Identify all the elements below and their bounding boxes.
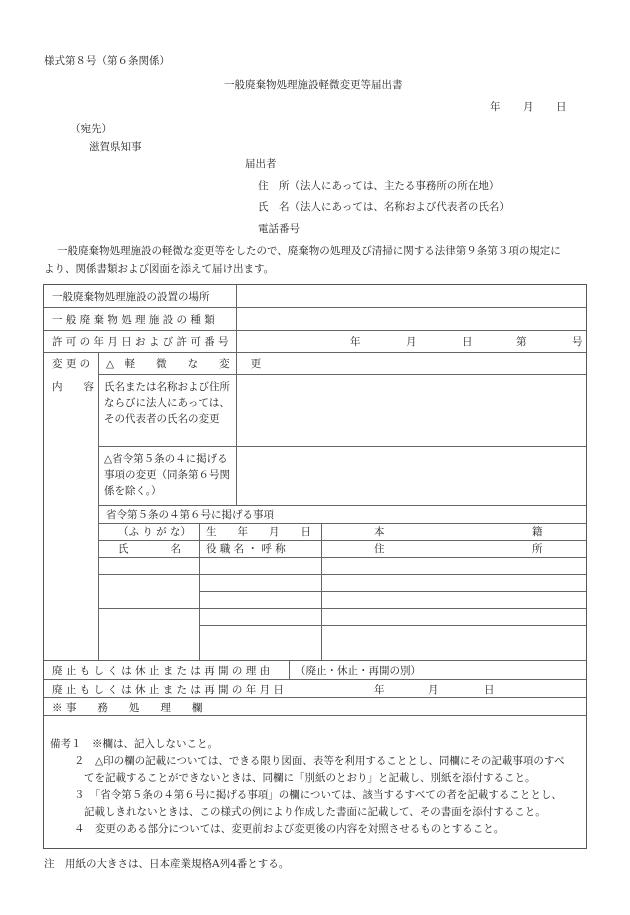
reason-value: （廃止・休止・再開の別） [295, 665, 421, 677]
form-table [43, 284, 587, 849]
ordinance-change-label: △省令第５条の４に掲げる事項の変更（同条第６号関係を除く。） [104, 453, 230, 497]
applicant-label: 届出者 [245, 158, 277, 170]
reason-label: 廃 止 も し く は 休 止 ま た は 再 開 の 理 由 [52, 665, 271, 677]
change-label-1: 変 更 の [52, 358, 91, 370]
addressee: 滋賀県知事 [89, 141, 142, 153]
note-3b: 記載しきれないときは、この様式の例により作成した書面に記載して、その書面を添付すること。 [84, 806, 546, 818]
name-field-label: 氏 名（法人にあっては、名称および代表者の氏名） [258, 201, 510, 213]
phone-field-label: 電話番号 [258, 223, 300, 235]
facility-type-label: 一 般 廃 棄 物 処 理 施 設 の 種 類 [52, 314, 215, 326]
change-label-2: 内 容 [52, 381, 94, 393]
location-label: 一般廃棄物処理施設の設置の場所 [52, 291, 210, 303]
paper-size-note: 注 用紙の大きさは、日本産業規格A列4番とする。 [44, 858, 290, 870]
date-year-label: 年 [490, 101, 501, 113]
stop-day: 日 [484, 684, 495, 696]
addressee-label: （宛先） [70, 123, 112, 135]
permit-date-label: 許 可 の 年 月 日 お よ び 許 可 番 号 [52, 336, 229, 348]
honseki-label-1: 本 [374, 526, 385, 538]
minor-change-label: △ 軽 微 な 変 更 [106, 358, 262, 370]
permit-no-suffix: 号 [572, 336, 583, 348]
permit-day: 日 [462, 336, 473, 348]
position-label: 役 職 名 ・ 呼 称 [206, 543, 286, 555]
stop-date-label: 廃 止 も し く は 休 止 ま た は 再 開 の 年 月 日 [52, 684, 284, 696]
birth-label: 生 年 月 日 [206, 526, 311, 538]
date-month-label: 月 [523, 101, 534, 113]
address-field-label: 住 所（法人にあっては、主たる事務所の所在地） [258, 180, 500, 192]
note-1: 備考１ ※欄は、記入しないこと。 [50, 738, 218, 750]
intro-line-2: より、関係書類および図面を添えて届け出ます。 [44, 263, 275, 275]
form-number: 様式第８号（第６条関係） [44, 55, 170, 67]
shimei-label: 氏 名 [118, 543, 181, 555]
stop-month: 月 [428, 684, 439, 696]
permit-month: 月 [406, 336, 417, 348]
intro-line-1: 一般廃棄物処理施設の軽微な変更等をしたので、廃棄物の処理及び清掃に関する法律第９条第３項の規定に [57, 245, 561, 257]
furigana-label: （ふ り が な） [118, 526, 192, 538]
stop-year: 年 [374, 684, 385, 696]
note-2a: ２ △印の欄の記載については、できる限り図面、表等を利用することとし、同欄にその記載事項のすべ [74, 755, 565, 767]
office-use-label: ※ 事 務 処 理 欄 [52, 702, 203, 714]
ordinance-item6-label: 省令第５条の４第６号に掲げる事項 [106, 509, 274, 521]
form-title: 一般廃棄物処理施設軽微変更等届出書 [224, 79, 403, 91]
note-4: ４ 変更のある部分については、変更前および変更後の内容を対照させるものとすること。 [74, 823, 505, 835]
date-day-label: 日 [556, 101, 567, 113]
jusho-label-2: 所 [532, 543, 543, 555]
permit-year: 年 [350, 336, 361, 348]
name-address-change-label: 氏名または名称および住所ならびに法人にあっては、その代表者の氏名の変更 [104, 381, 230, 425]
honseki-label-2: 籍 [532, 526, 543, 538]
permit-no-prefix: 第 [516, 336, 527, 348]
jusho-label-1: 住 [374, 543, 385, 555]
note-2b: てを記載することができないときは、同欄に「別紙のとおり」と記載し、別紙を添付すること。 [84, 772, 536, 784]
note-3a: ３ 「省令第５条の４第６号に掲げる事項」の欄については、該当するすべての者を記載することとし、 [74, 789, 562, 801]
